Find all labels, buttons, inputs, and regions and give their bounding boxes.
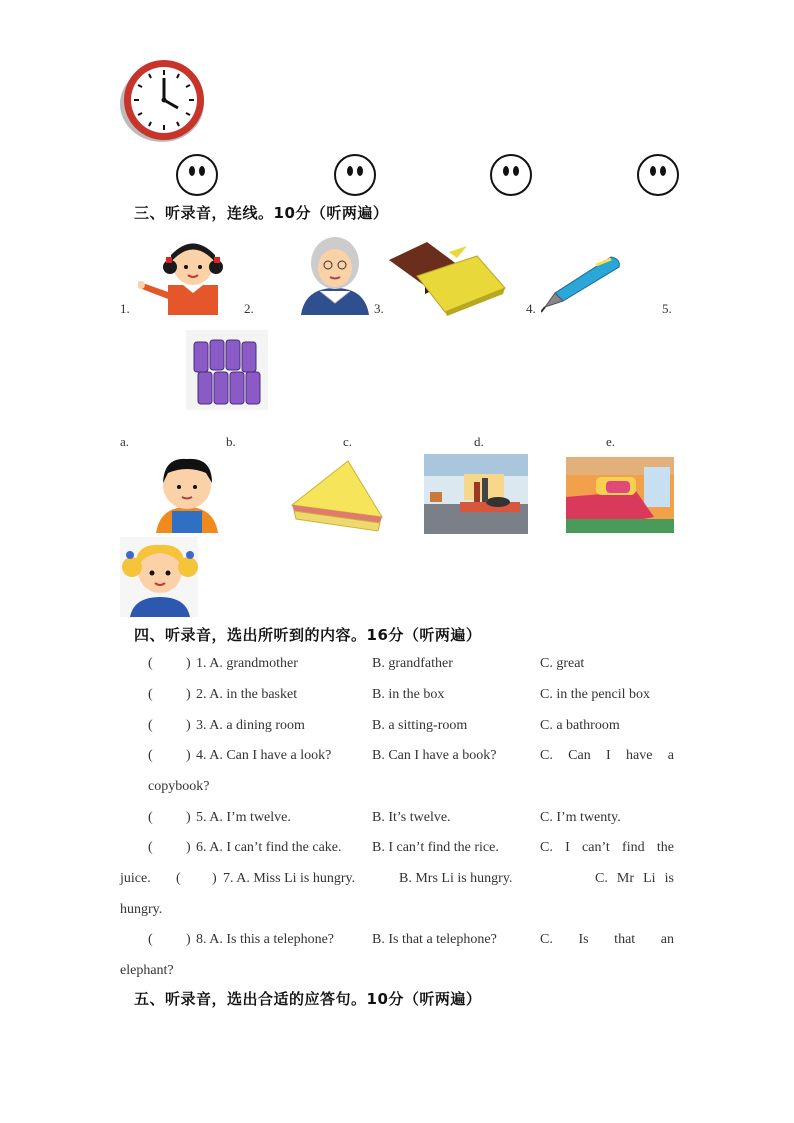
- q7-option-b: B. Mrs Li is hungry.: [399, 871, 513, 886]
- q3-option-b: B. a sitting-room: [372, 718, 468, 733]
- answer-paren-close: ): [186, 718, 191, 733]
- face-icon: [334, 154, 376, 196]
- face-icon: [637, 154, 679, 196]
- q7-option-a: 7. A. Miss Li is hungry.: [223, 871, 356, 886]
- pic-letter-b: b.: [226, 434, 236, 449]
- q2-option-b: B. in the box: [372, 687, 445, 702]
- answer-paren-close: ): [212, 871, 217, 886]
- answer-paren-open[interactable]: (: [176, 871, 181, 886]
- pic-letter-a: a.: [120, 434, 130, 449]
- pic-letter-d: d.: [474, 434, 484, 449]
- q8-option-b: B. Is that a telephone?: [372, 932, 497, 947]
- q4-option-c-continued: copybook?: [148, 779, 210, 794]
- q6-option-a: 6. A. I can’t find the cake.: [196, 840, 342, 855]
- q1-option-a: 1. A. grandmother: [196, 656, 298, 671]
- answer-paren-open[interactable]: (: [148, 718, 153, 733]
- answer-paren-open[interactable]: (: [148, 840, 153, 855]
- clock-picture: [118, 58, 210, 144]
- answer-paren-open[interactable]: (: [148, 656, 153, 671]
- cans-picture: [186, 330, 268, 410]
- section-3-title: 三、听录音，连线。10分（听两遍）: [134, 204, 389, 222]
- face-icon: [490, 154, 532, 196]
- pic-number-3: 3.: [374, 301, 384, 316]
- pic-letter-e: e.: [606, 434, 616, 449]
- q2-option-a: 2. A. in the basket: [196, 687, 298, 702]
- pic-number-2: 2.: [244, 301, 254, 316]
- q1-option-c: C. great: [540, 656, 585, 671]
- q8-option-c: C. Is that an: [540, 932, 674, 947]
- answer-paren-close: ): [186, 687, 191, 702]
- answer-paren-open[interactable]: (: [148, 932, 153, 947]
- pen-picture: [541, 255, 623, 313]
- q6-option-b: B. I can’t find the rice.: [372, 840, 499, 855]
- q5-option-a: 5. A. I’m twelve.: [196, 810, 291, 825]
- q7-option-c-continued: hungry.: [120, 902, 163, 917]
- girl-pointing-picture: [138, 237, 228, 315]
- section-5-title: 五、听录音，选出合适的应答句。10分（听两遍）: [134, 990, 482, 1008]
- q3-option-a: 3. A. a dining room: [196, 718, 305, 733]
- pic-number-1: 1.: [120, 301, 130, 316]
- answer-paren-close: ): [186, 840, 191, 855]
- answer-paren-open[interactable]: (: [148, 810, 153, 825]
- q1-option-b: B. grandfather: [372, 656, 453, 671]
- girl-blonde-picture: [120, 537, 198, 617]
- answer-paren-open[interactable]: (: [148, 748, 153, 763]
- q4-option-a: 4. A. Can I have a look?: [196, 748, 332, 763]
- pic-number-5: 5.: [662, 301, 672, 316]
- face-icon: [176, 154, 218, 196]
- q5-option-c: C. I’m twenty.: [540, 810, 621, 825]
- kitchen-picture: [424, 454, 528, 534]
- sandwich-picture: [288, 457, 386, 532]
- pic-letter-c: c.: [343, 434, 353, 449]
- chocolate-bar-picture: [387, 238, 507, 316]
- grandmother-picture: [295, 233, 375, 315]
- pic-number-4: 4.: [526, 301, 536, 316]
- q2-option-c: C. in the pencil box: [540, 687, 651, 702]
- bedroom-picture: [566, 457, 674, 533]
- q7-option-c: C. Mr Li is: [595, 871, 674, 886]
- q6-option-c-continued: juice.: [120, 871, 151, 886]
- q6-option-c: C. I can’t find the: [540, 840, 674, 855]
- section-4-title: 四、听录音，选出所听到的内容。16分（听两遍）: [134, 626, 482, 644]
- q3-option-c: C. a bathroom: [540, 718, 620, 733]
- q8-option-c-continued: elephant?: [120, 963, 174, 978]
- q5-option-b: B. It’s twelve.: [372, 810, 451, 825]
- q4-option-c: C. Can I have a: [540, 748, 674, 763]
- answer-paren-close: ): [186, 656, 191, 671]
- q4-option-b: B. Can I have a book?: [372, 748, 497, 763]
- q8-option-a: 8. A. Is this a telephone?: [196, 932, 335, 947]
- answer-paren-open[interactable]: (: [148, 687, 153, 702]
- answer-paren-close: ): [186, 748, 191, 763]
- answer-paren-close: ): [186, 810, 191, 825]
- boy-picture: [154, 455, 220, 533]
- answer-paren-close: ): [186, 932, 191, 947]
